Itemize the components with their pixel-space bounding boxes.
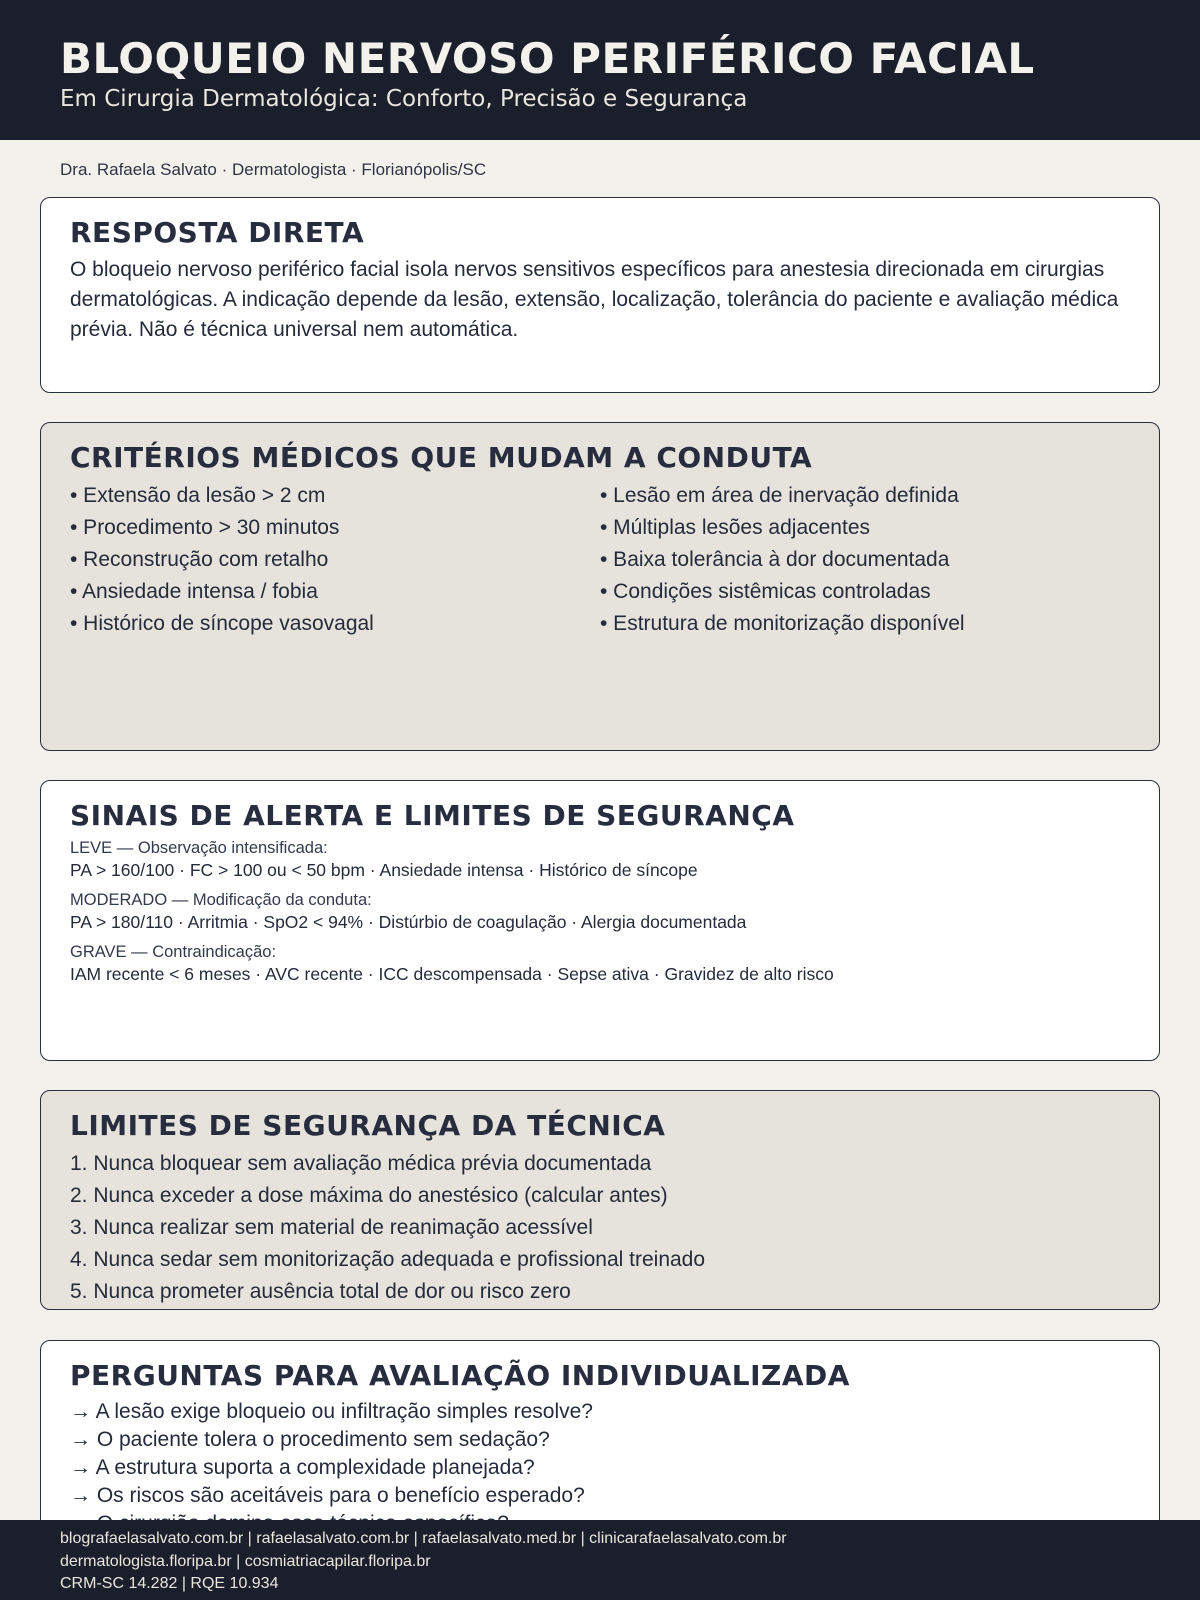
criterio-item: • Histórico de síncope vasovagal: [70, 612, 374, 635]
pergunta-item: → A lesão exige bloqueio ou infiltração simples resolve?: [70, 1400, 593, 1423]
limites-card: [40, 1090, 1160, 1310]
criterio-item: • Lesão em área de inervação definida: [600, 484, 959, 507]
limites-heading: LIMITES DE SEGURANÇA DA TÉCNICA: [70, 1109, 666, 1142]
criterio-item: • Múltiplas lesões adjacentes: [600, 516, 870, 539]
criterios-heading: CRITÉRIOS MÉDICOS QUE MUDAM A CONDUTA: [70, 441, 813, 474]
alert-level-items: PA > 160/100 · FC > 100 ou < 50 bpm · Ansiedade intensa · Histórico de síncope: [70, 860, 698, 880]
limite-item: 5. Nunca prometer ausência total de dor ou risco zero: [70, 1280, 571, 1303]
limite-item: 4. Nunca sedar sem monitorização adequada e profissional treinado: [70, 1248, 706, 1271]
alert-level-label: GRAVE — Contraindicação:: [70, 943, 277, 961]
sinais-alerta-card: [40, 780, 1160, 1061]
page-header: [0, 0, 1200, 140]
footer-links-line: dermatologista.floripa.br | cosmiatriacapilar.floripa.br: [60, 1553, 431, 1570]
criterio-item: • Estrutura de monitorização disponível: [600, 612, 965, 635]
criterio-item: • Condições sistêmicas controladas: [600, 580, 931, 603]
criterio-item: • Reconstrução com retalho: [70, 548, 329, 571]
criterios-right-column: [600, 480, 1130, 640]
alert-level-label: LEVE — Observação intensificada:: [70, 839, 328, 857]
criterio-item: • Baixa tolerância à dor documentada: [600, 548, 950, 571]
criterios-card: [40, 422, 1160, 751]
footer-credentials: CRM-SC 14.282 | RQE 10.934: [60, 1575, 279, 1592]
criterio-item: • Procedimento > 30 minutos: [70, 516, 340, 539]
resposta-direta-heading: RESPOSTA DIRETA: [70, 216, 365, 249]
page-footer: [0, 1520, 1200, 1600]
perguntas-heading: PERGUNTAS PARA AVALIAÇÃO INDIVIDUALIZADA: [70, 1359, 850, 1392]
alert-level-label: MODERADO — Modificação da conduta:: [70, 891, 372, 909]
limite-item: 3. Nunca realizar sem material de reanimação acessível: [70, 1216, 593, 1239]
page-subtitle: Em Cirurgia Dermatológica: Conforto, Precisão e Segurança: [60, 86, 748, 112]
limite-item: 2. Nunca exceder a dose máxima do anestésico (calcular antes): [70, 1184, 668, 1207]
footer-links-line: blografaelasalvato.com.br | rafaelasalvato.com.br | rafaelasalvato.med.br | clinicarafaelasalvato.com.br: [60, 1530, 787, 1547]
alert-level-items: PA > 180/110 · Arritmia · SpO2 < 94% · Distúrbio de coagulação · Alergia documentada: [70, 912, 747, 932]
author-line: Dra. Rafaela Salvato · Dermatologista · Florianópolis/SC: [60, 160, 487, 179]
alert-level-items: IAM recente < 6 meses · AVC recente · ICC descompensada · Sepse ativa · Gravidez de alto risco: [70, 964, 834, 984]
criterio-item: • Ansiedade intensa / fobia: [70, 580, 318, 603]
pergunta-item: → O paciente tolera o procedimento sem sedação?: [70, 1428, 550, 1451]
sinais-alerta-heading: SINAIS DE ALERTA E LIMITES DE SEGURANÇA: [70, 799, 795, 832]
resposta-direta-card: [40, 197, 1160, 393]
pergunta-item: → Os riscos são aceitáveis para o benefício esperado?: [70, 1484, 585, 1507]
resposta-direta-text: O bloqueio nervoso periférico facial isola nervos sensitivos específicos para anestesia direcionada em cirurgias dermatológicas. A indicação depende da lesão, extensão, localização, tolerância do paciente e avaliação médica prévia. Não é técnica universal nem automática.: [70, 258, 1119, 341]
criterio-item: • Extensão da lesão > 2 cm: [70, 484, 326, 507]
pergunta-item: → A estrutura suporta a complexidade planejada?: [70, 1456, 535, 1479]
limite-item: 1. Nunca bloquear sem avaliação médica prévia documentada: [70, 1152, 652, 1175]
criterios-left-column: [70, 480, 600, 640]
page-title: BLOQUEIO NERVOSO PERIFÉRICO FACIAL: [60, 34, 1035, 83]
